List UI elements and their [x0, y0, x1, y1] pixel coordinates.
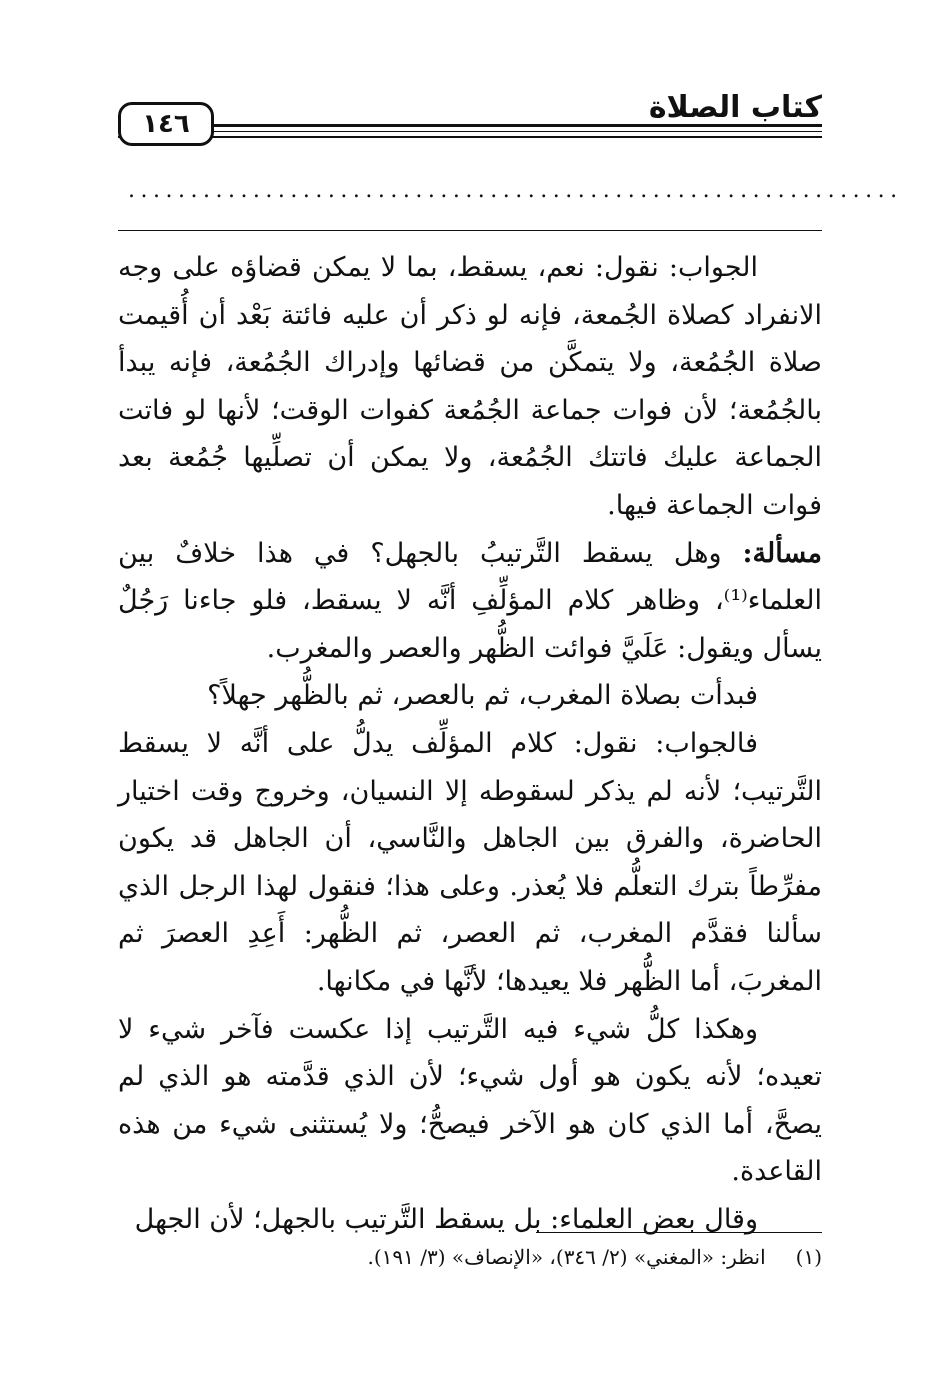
- paragraph-text: الجواب: نقول: نعم، يسقط، بما لا يمكن قضاؤه على وجه الانفراد كصلاة الجُمعة، فإنه لو ذكر أن عليه فائتة بَعْد أن أُقيمت صلاة الجُمُعة، ولا يتمكَّن من قضائها وإدراك الجُمُعة، فإنه يبدأ بالجُمُعة؛ لأن فوات جماعة الجُمُعة كفوات الوقت؛ لأنها لو فاتت الجماعة عليك فاتتك الجُمُعة، ولا يمكن أن تصلِّيها جُمُعة بعد فوات الجماعة فيها.: [118, 252, 822, 521]
- footnote-number: (١): [795, 1245, 822, 1269]
- paragraph-text: فبدأت بصلاة المغرب، ثم بالعصر، ثم بالظُّهر جهلاً؟: [207, 680, 758, 712]
- page-header: [118, 82, 822, 152]
- footnote-rule: [536, 1232, 822, 1233]
- page-number: ١٤٦: [118, 102, 214, 146]
- header-rule-thin: [118, 131, 822, 132]
- issue-label: مسألة:: [742, 537, 822, 569]
- paragraph: [118, 1006, 822, 1196]
- paragraph-text: فالجواب: نقول: كلام المؤلِّف يدلُّ على أنَّه لا يسقط التَّرتيب؛ لأنه لم يذكر لسقوطه إلا النسيان، وخروج وقت اختيار الحاضرة، والفرق بين الجاهل والنَّاسي، أن الجاهل قد يكون مفرِّطاً بترك التعلُّم فلا يُعذر. وعلى هذا؛ فنقول لهذا الرجل الذي سألنا فقدَّم المغرب، ثم العصر، ثم الظُّهر: أَعِدِ العصرَ ثم المغربَ، أما الظُّهر فلا يعيدها؛ لأنَّها في مكانها.: [118, 727, 822, 997]
- paragraph: [118, 672, 822, 720]
- separator-dots: ..............................................................: [128, 178, 903, 203]
- text-top-rule: [118, 230, 822, 231]
- footnote: [118, 1240, 822, 1274]
- paragraph: [118, 720, 822, 1006]
- paragraph-text: وقال بعض العلماء: بل يسقط التَّرتيب بالجهل؛ لأن الجهل: [134, 1203, 758, 1235]
- paragraph: [118, 530, 822, 673]
- paragraph-text: وهكذا كلُّ شيء فيه التَّرتيب إذا عكست فآخر شيء لا تعيده؛ لأنه يكون هو أول شيء؛ لأن الذي قدَّمته هو الذي لم يصحَّ، أما الذي كان هو الآخر فيصحُّ؛ ولا يُستثنى شيء من هذه القاعدة.: [118, 1013, 822, 1188]
- header-rule-bottom: [118, 136, 822, 138]
- paragraph: [118, 244, 822, 530]
- paragraph: [118, 1196, 822, 1244]
- book-title: كتاب الصلاة: [648, 90, 822, 125]
- main-text: [118, 244, 822, 1243]
- paragraph-text: وهل يسقط التَّرتيبُ بالجهل؟ في هذا خلافٌ بين العلماء⁽¹⁾، وظاهر كلام المؤلِّفِ أنَّه لا يسقط، فلو جاءنا رَجُلٌ يسأل ويقول: عَلَيَّ فوائت الظُّهر والعصر والمغرب.: [118, 537, 822, 664]
- footnote-text: انظر: «المغني» (٢/ ٣٤٦)، «الإنصاف» (٣/ ١٩١).: [367, 1245, 766, 1269]
